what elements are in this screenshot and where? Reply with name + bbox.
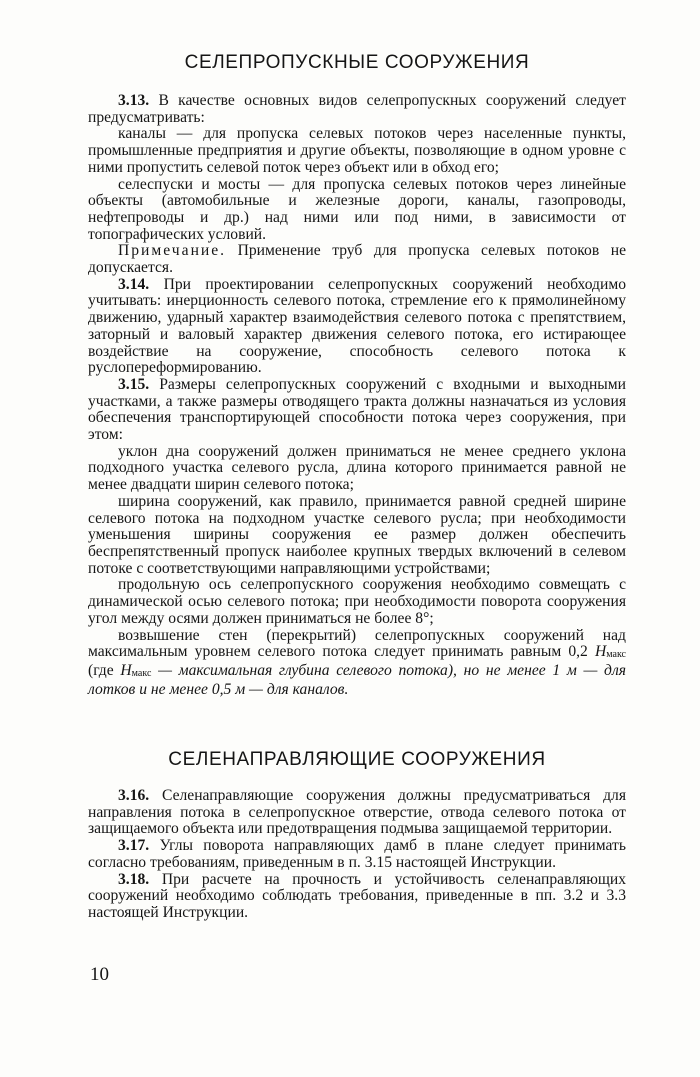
subscript-max: макс [131, 667, 152, 679]
paragraph-text: Размеры селепропускных сооружений с входными и выходными участками, а также размеры отводящего тракта должны назначаться из условия обеспечения транспортирующей способности потока через сооружения, при этом: [88, 375, 626, 444]
section2-body [88, 788, 626, 922]
paragraph-text: Углы поворота направляющих дамб в плане следует принимать согласно требованиям, приведенным в п. 3.15 настоящей Инструкции. [88, 837, 626, 871]
paragraph-number: 3.16. [118, 787, 150, 804]
note-text: Применение труб для пропуска селевых потоков не допускается. [88, 242, 626, 277]
page-number: 10 [90, 964, 109, 985]
paragraph-number: 3.14. [118, 275, 150, 293]
text-run: (где [88, 661, 121, 679]
paragraph-number: 3.18. [118, 870, 150, 888]
paragraph-number: 3.17. [118, 837, 150, 855]
paragraph-3-15 [88, 377, 626, 444]
paragraph-spillways-bridges: селеспуски и мосты — для пропуска селевых потоков через линейные объекты (автомобильные и железные дороги, каналы, газопроводы, нефтепроводы и др.) над ними или под ними, в зависимости от топографических условий. [88, 175, 626, 243]
paragraph-3-18 [88, 872, 626, 922]
paragraph-3-17 [88, 838, 626, 871]
note-paragraph [88, 243, 626, 276]
section1-body [88, 93, 626, 698]
paragraph-slope: уклон дна сооружений должен приниматься не менее среднего уклона подходного участка селевого русла, длина которого принимается равной не менее двадцати ширин селевого потока; [88, 442, 626, 494]
paragraph-3-14 [88, 277, 626, 377]
text-run: — максимальная глубина селевого потока), но не менее 1 м — для лотков и не менее 0,5 м — для каналов. [88, 661, 626, 698]
paragraph-axis: продольную ось селепропускного сооружения необходимо совмещать с динамической осью селевого потока; при необходимости поворота сооружения угол между осями должен приниматься не более 8°; [88, 576, 626, 627]
paragraph-text: Селенаправляющие сооружения должны предусматриваться для направления потока в селепропускное отверстие, отвода селевого потока от защищаемого объекта или предотвращения подмыва защищаемой территории. [88, 787, 626, 838]
paragraph-width: ширина сооружений, как правило, принимается равной средней ширине селевого потока на подходном участке селевого русла; при необходимости уменьшения ширины сооружения ее размер должен обеспечить беспрепятственный пропуск наиболее крупных твердых включений в селевом потоке с соответствующими направляющими устройствами; [88, 492, 626, 577]
paragraph-3-16 [88, 788, 626, 838]
paragraph-text: При проектировании селепропускных сооружений необходимо учитывать: инерционность селевого потока, стремление его к прямолинейному движению, ударный характер взаимодействия селевого потока с препятствием, заторный и валовый характер движения селевого потока, его истирающее воздействие на сооружение, способность селевого потока к руслопереформированию. [88, 275, 626, 377]
symbol-h: H [120, 661, 132, 679]
section-title-mudflow-guiding-structures: СЕЛЕНАПРАВЛЯЮЩИЕ СООРУЖЕНИЯ [168, 749, 546, 770]
paragraph-wall-height [88, 628, 626, 699]
paragraph-number: 3.13. [118, 92, 150, 109]
note-label: Примечание. [118, 242, 227, 260]
subscript-max: макс [606, 649, 626, 661]
paragraph-3-13 [88, 93, 626, 126]
paragraph-text: В качестве основных видов селепропускных сооружений следует предусматривать: [88, 92, 626, 126]
section-title-mudflow-passage-structures: СЕЛЕПРОПУСКНЫЕ СООРУЖЕНИЯ [184, 52, 530, 73]
symbol-h: H [594, 643, 607, 661]
paragraph-text: При расчете на прочность и устойчивость селенаправляющих сооружений необходимо соблюдать требования, приведенные в пп. 3.2 и 3.3 настоящей Инструкции. [88, 870, 626, 921]
paragraph-channels: каналы — для пропуска селевых потоков через населенные пункты, промышленные предприятия и другие объекты, позволяющие в одном уровне с ними пропустить селевой поток через объект или в обход его; [88, 125, 626, 176]
text-run: возвышение стен (перекрытий) селепропускных сооружений над максимальным уровнем селевого потока следует принимать равным 0,2 [88, 626, 626, 661]
paragraph-number: 3.15. [118, 375, 150, 393]
